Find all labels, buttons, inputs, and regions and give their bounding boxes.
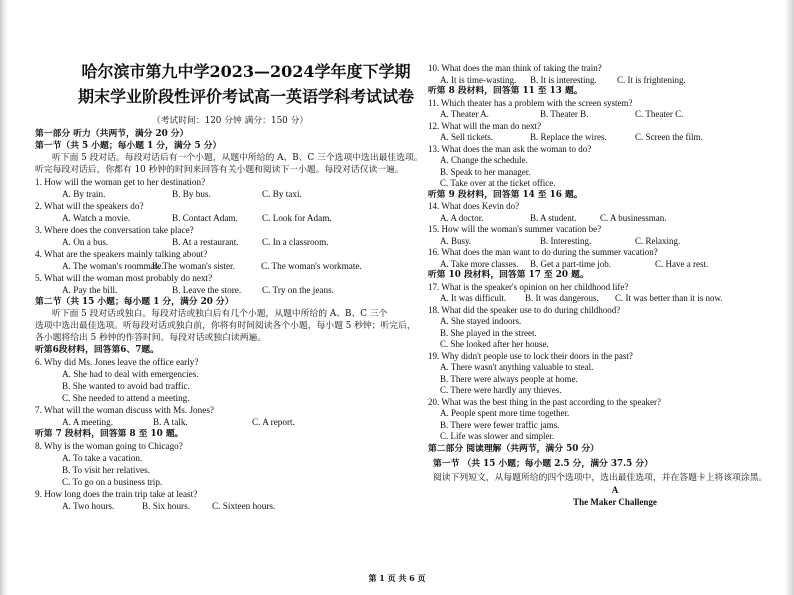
question-10-options [428,75,788,87]
option-b: B. The woman's sister. [152,261,235,271]
question-8-option-b [35,464,425,476]
option-c: C. A report. [252,417,295,427]
question-19-option-b [428,374,788,386]
option-c: C. Life was slower and simpler. [440,431,555,442]
question-8-option-c [35,476,425,488]
exam-time-info: （考试时间：120 分钟 满分：150 分） [151,116,309,126]
option-a: A. By train. [62,189,106,199]
question-12-options [428,132,788,144]
question-20-option-a [428,408,788,420]
option-a: A. It is time-wasting. [440,74,517,85]
option-b: B. A student. [530,212,577,223]
option-b: B. To visit her relatives. [62,465,150,475]
section2-instructions-line: 各小题将给出 5 秒钟的作答时间。每段对话或独白读两遍。 [35,333,267,343]
option-b: B. She played in the street. [440,327,537,338]
option-a: A. Change the schedule. [440,155,528,166]
material-7-note: 听第 7 段材料，回答第 8 至 10 题。 [35,429,184,439]
question-3-options [35,236,425,248]
option-a: A. There wasn't anything valuable to steal. [440,362,594,373]
option-c: C. A businessman. [600,212,667,223]
option-c: C. Have a rest. [655,258,709,269]
option-b: B. Contact Adam. [172,213,238,223]
option-b: B. It is interesting. [530,74,597,85]
exam-title-line2: 期末学业阶段性评价考试高一英语学科考试试卷 [77,87,414,106]
question-19-option-a [428,362,788,374]
option-b: B. At a restaurant. [172,237,239,247]
question-13-option-c [428,178,788,190]
question-14-options [428,213,788,225]
question-7-options [35,416,425,428]
left-column [35,128,425,512]
option-a: A. Sell tickets. [440,132,493,143]
option-a: A. Take more classes. [440,258,519,269]
option-c: C. Try on the jeans. [262,285,334,295]
passage-title: The Maker Challenge [573,497,657,508]
question-13-stem: 13. What does the man ask the woman to do? [428,143,592,154]
option-a: A. It was difficult. [440,293,507,304]
question-9-options [35,500,425,512]
option-c: C. She needed to attend a meeting. [62,393,190,403]
question-2-options [35,212,425,224]
option-c: C. Theater C. [635,109,684,120]
option-c: C. There were hardly any thieves. [440,385,562,396]
part2-section1-heading: 第一节 （共 15 小题；每小题 2.5 分，满分 37.5 分） [433,459,653,470]
question-6-option-a [35,368,425,380]
question-9-stem: 9. How long does the train trip take at least? [35,489,198,499]
question-4-options [35,260,425,272]
question-11-stem: 11. Which theater has a problem with the screen system? [428,97,633,108]
option-a: A. People spent more time together. [440,408,570,419]
question-15-stem: 15. How will the woman's summer vacation be? [428,224,602,235]
option-b: B. There were always people at home. [440,373,578,384]
material-8-note: 听第 8 段材料，回答第 11 至 13 题。 [428,86,583,97]
option-b: B. Six hours. [142,501,190,511]
option-c: C. By taxi. [262,189,302,199]
option-b: B. Theater B. [540,109,589,120]
question-13-option-b [428,167,788,179]
option-c: C. It was better than it is now. [615,293,723,304]
question-18-option-a [428,316,788,328]
question-10-stem: 10. What does the man think of taking the train? [428,63,602,74]
option-a: A. Two hours. [62,501,115,511]
option-b: B. Leave the store. [172,285,242,295]
option-c: C. Sixteen hours. [212,501,276,511]
section2-instructions-line: 听下面 5 段对话或独白。每段对话或独白后有几个小题，从题中所给的 A、B、C 三个 [52,309,388,319]
question-20-stem: 20. What was the best thing in the past according to the speaker? [428,396,662,407]
option-c: C. It is frightening. [617,74,686,85]
question-15-options [428,236,788,248]
question-6-option-c [35,392,425,404]
part1-section2-heading: 第二节（共 15 小题；每小题 1 分，满分 20 分） [35,297,234,307]
passage-label: A [611,485,619,496]
option-c: C. In a classroom. [262,237,329,247]
exam-title-line1: 哈尔滨市第九中学2023—2024学年度下学期 [81,62,411,81]
question-8-stem: 8. Why is the woman going to Chicago? [35,441,183,451]
question-6-stem: 6. Why did Ms. Jones leave the office early? [35,357,199,367]
option-a: A. A meeting. [62,417,114,427]
question-1-options [35,188,425,200]
question-13-option-a [428,155,788,167]
question-4-stem: 4. What are the speakers mainly talking about? [35,249,208,259]
question-18-option-b [428,328,788,340]
material-9-note: 听第 9 段材料，回答第 14 至 16 题。 [428,189,583,200]
question-18-stem: 18. What did the speaker use to do during childhood? [428,304,621,315]
question-17-options [428,293,788,305]
option-c: C. Relaxing. [635,235,681,246]
option-a: A. On a bus. [62,237,109,247]
page-number: 第 1 页 共 6 页 [368,573,426,583]
option-a: A. To take a vacation. [62,453,143,463]
option-a: A. Pay the bill. [62,285,118,295]
option-a: A. Watch a movie. [62,213,131,223]
option-a: A. A doctor. [440,212,484,223]
question-3-stem: 3. Where does the conversation take place? [35,225,194,235]
question-20-option-c [428,431,788,443]
option-a: A. Theater A. [440,109,489,120]
option-a: A. The woman's roommate. [62,261,164,271]
question-1-stem: 1. How will the woman get to her destination? [35,177,206,187]
question-19-stem: 19. Why didn't people use to lock their doors in the past? [428,350,633,361]
material-10-note: 听第 10 段材料，回答第 17 至 20 题。 [428,270,589,281]
material-6-note: 听第6段材料，回答第6、7题。 [35,345,159,355]
question-19-option-c [428,385,788,397]
option-c: C. Screen the film. [635,132,703,143]
option-b: B. It was dangerous. [525,293,599,304]
right-column [428,63,788,509]
option-b: B. Speak to her manager. [440,166,531,177]
option-a: A. Busy. [440,235,472,246]
section1-instructions-line: 听完每段对话后，你都有 10 秒钟的时间来回答有关小题和阅读下一小题。每段对话仅读一遍。 [35,165,404,175]
option-c: C. To go on a business trip. [62,477,163,487]
question-18-option-c [428,339,788,351]
question-17-stem: 17. What is the speaker's opinion on her childhood life? [428,281,629,292]
question-5-stem: 5. What will the woman most probably do next? [35,273,213,283]
question-16-options [428,259,788,271]
option-b: B. Get a part-time job. [530,258,611,269]
option-b: B. By bus. [172,189,211,199]
option-b: B. Interesting. [540,235,592,246]
question-12-stem: 12. What will the man do next? [428,120,542,131]
question-8-option-a [35,452,425,464]
section2-instructions-line: 选项中选出最佳选项。听每段对话或独白前，你将有时间阅读各个小题，每小题 5 秒钟；听完后， [35,321,416,331]
option-c: C. The woman's workmate. [261,261,362,271]
option-a: A. She had to deal with emergencies. [62,369,199,379]
part2-heading: 第二部分 阅读理解（共两节，满分 50 分） [428,444,599,455]
question-14-stem: 14. What does Kevin do? [428,201,520,212]
part1-heading: 第一部分 听力（共两节，满分 20 分） [35,129,189,139]
section1-instructions-line: 听下面 5 段对话。每段对话后有一个小题，从题中所给的 A、B、C 三个选项中选出最佳选项。 [52,153,423,163]
question-16-stem: 16. What does the man want to do during the summer vacation? [428,247,658,258]
question-7-stem: 7. What will the woman discuss with Ms. Jones? [35,405,214,415]
question-11-options [428,109,788,121]
question-20-option-b [428,420,788,432]
option-c: C. She looked after her house. [440,339,549,350]
option-b: B. Replace the wires. [530,132,607,143]
option-a: A. She stayed indoors. [440,316,522,327]
option-b: B. There were fewer traffic jams. [440,419,560,430]
part1-section1-heading: 第一节（共 5 小题；每小题 1 分，满分 5 分） [35,141,222,151]
question-2-stem: 2. What will the speakers do? [35,201,144,211]
option-c: C. Look for Adam. [262,213,332,223]
option-b: B. A talk. [153,417,188,427]
option-c: C. Take over at the ticket office. [440,178,556,189]
reading-instructions: 阅读下列短文，从每题所给的四个选项中，选出最佳选项，并在答题卡上将该项涂黑。 [433,473,768,484]
question-6-option-b [35,380,425,392]
option-b: B. She wanted to avoid bad traffic. [62,381,190,391]
question-5-options [35,284,425,296]
